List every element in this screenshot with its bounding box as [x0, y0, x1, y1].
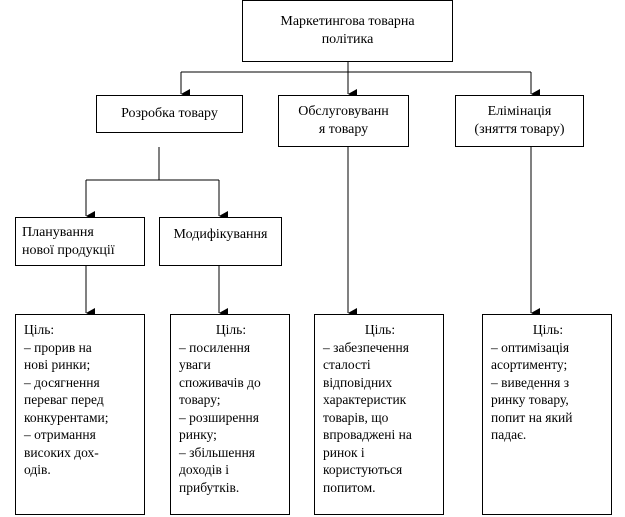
detail-4-line: ринку товару, — [491, 392, 569, 407]
detail-2-line: споживачів до — [179, 374, 261, 390]
detail-3-line: попитом. — [323, 479, 376, 495]
detail-3-line: впроваджені на — [323, 427, 412, 442]
product-development-box — [96, 95, 243, 133]
product-service-line-1: Обслуговуванн — [298, 104, 389, 119]
detail-1-line: нові ринки; — [24, 357, 91, 372]
detail-2-line: – збільшення — [179, 444, 256, 460]
detail-2-line: товару; — [179, 392, 221, 407]
detail-4-line: попит на який — [491, 409, 573, 425]
detail-3-line: товарів, що — [323, 409, 389, 425]
detail-2-line: – посилення — [179, 339, 251, 355]
detail-box-product-service — [314, 314, 444, 515]
detail-4-line: – виведення з — [491, 374, 570, 390]
detail-2-line: уваги — [179, 357, 211, 372]
detail-3-line: сталості — [323, 357, 371, 372]
detail-2-line: доходів і — [179, 462, 229, 477]
detail-3-head: Ціль: — [364, 322, 396, 337]
detail-3-line: користуються — [323, 462, 403, 477]
modification-box — [159, 217, 282, 266]
detail-1-line: конкурентами; — [24, 409, 109, 425]
elimination-line-1: Елімінація — [487, 104, 552, 119]
root-box — [242, 0, 453, 62]
detail-4-line: асортименту; — [491, 357, 568, 372]
detail-4-line: – оптимізація — [491, 339, 570, 355]
detail-box-new-product-planning — [15, 314, 145, 515]
detail-4-head: Ціль: — [532, 322, 564, 337]
product-service-line-2: я товару — [318, 122, 369, 137]
detail-box-elimination — [482, 314, 612, 515]
detail-1-line: переваг перед — [24, 392, 104, 407]
detail-1-head: Ціль: — [24, 322, 55, 337]
detail-2-line: ринку; — [179, 427, 217, 442]
product-service-box — [278, 95, 409, 147]
detail-2-line: – розширення — [179, 409, 259, 425]
detail-3-line: відповідних — [323, 374, 393, 390]
root-line-2: політика — [321, 32, 374, 47]
detail-1-line: одів. — [24, 462, 51, 477]
product-development-label: Розробка товару — [121, 106, 218, 121]
detail-box-modification — [170, 314, 290, 515]
elimination-box — [455, 95, 584, 147]
detail-3-line: характеристик — [323, 392, 407, 407]
modification-label: Модифікування — [173, 227, 268, 242]
root-line-1: Маркетингова товарна — [280, 14, 415, 29]
detail-1-line: – досягнення — [24, 374, 100, 390]
new-product-planning-line-2: нової продукції — [22, 242, 115, 258]
detail-2-line: прибутків. — [179, 479, 240, 495]
detail-1-line: високих дох- — [24, 444, 99, 460]
detail-2-head: Ціль: — [215, 322, 247, 337]
detail-4-line: падає. — [491, 427, 527, 442]
detail-1-line: – отримання — [24, 427, 96, 442]
detail-3-line: – забезпечення — [323, 339, 409, 355]
new-product-planning-box — [15, 217, 145, 266]
detail-3-line: ринок і — [323, 444, 365, 460]
elimination-line-2: (зняття товару) — [474, 122, 565, 137]
new-product-planning-line-1: Планування — [22, 224, 94, 240]
detail-1-line: – прорив на — [24, 339, 92, 355]
